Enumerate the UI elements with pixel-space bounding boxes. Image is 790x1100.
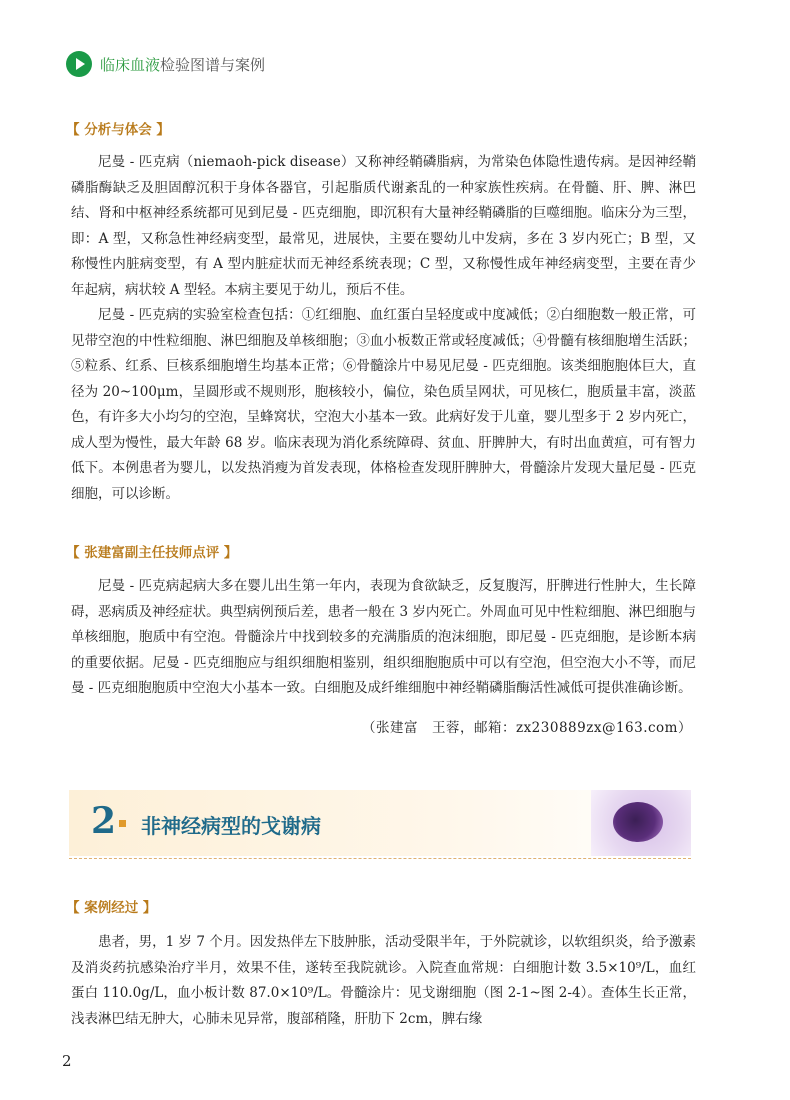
case-paragraph-1: 患者，男，1 岁 7 个月。因发热伴左下肢肿胀，活动受限半年，于外院就诊，以软组织炎，给予激素及消炎药抗感染治疗半月，效果不佳，遂转至我院就诊。入院查血常规：白细胞计数 3.5×10⁹/L，血红蛋白 110.0g/L，血小板计数 87.0×10⁹/L。骨髓涂片：见戈谢细胞（图 2-1~图 2-4）。查体生长正常，浅表淋巴结无肿大，心肺未见异常，腹部稍隆，肝肋下 2cm，脾右缘 — [71, 934, 696, 1027]
section-label-review: 【 张建富副主任技师点评 】 — [66, 545, 238, 561]
page-number: 2 — [62, 1052, 72, 1070]
book-title — [100, 54, 265, 75]
section-label-analysis: 【 分析与体会 】 — [66, 122, 170, 138]
analysis-text — [71, 150, 696, 507]
book-title-highlight: 临床血液 — [100, 55, 161, 74]
section-label-case: 【 案例经过 】 — [66, 900, 157, 916]
play-logo-icon — [66, 51, 92, 77]
chapter-number-dot — [119, 820, 126, 827]
cell-micrograph-image — [591, 790, 691, 856]
chapter-number: 2 — [91, 800, 117, 842]
analysis-paragraph-2: 尼曼 - 匹克病的实验室检查包括：①红细胞、血红蛋白呈轻度或中度减低；②白细胞数一般正常，可见带空泡的中性粒细胞、淋巴细胞及单核细胞；③血小板数正常或轻度减低；④骨髓有核细胞增生活跃；⑤粒系、红系、巨核系细胞增生均基本正常；⑥骨髓涂片中易见尼曼 - 匹克细胞。该类细胞胞体巨大，直径为 20~100μm，呈圆形或不规则形，胞核较小，偏位，染色质呈网状，可见核仁，胞质量丰富，淡蓝色，有许多大小均匀的空泡，呈蜂窝状，空泡大小基本一致。此病好发于儿童，婴儿型多于 2 岁内死亡，成人型为慢性，最大年龄 68 岁。临床表现为消化系统障碍、贫血、肝脾肿大，有时出血黄疸，可有智力低下。本例患者为婴儿，以发热消瘦为首发表现，体格检查发现肝脾肿大，骨髓涂片发现大量尼曼 - 匹克细胞，可以诊断。 — [71, 307, 696, 502]
chapter-title: 非神经病型的戈谢病 — [141, 814, 321, 838]
review-text — [71, 574, 696, 702]
running-header — [66, 50, 265, 78]
author-signature: （张建富 王蓉，邮箱：zx230889zx@163.com） — [361, 720, 692, 736]
chapter-banner — [69, 790, 691, 856]
case-text — [71, 930, 696, 1032]
chapter-divider — [69, 858, 691, 859]
review-paragraph-1: 尼曼 - 匹克病起病大多在婴儿出生第一年内，表现为食欲缺乏，反复腹泻，肝脾进行性肿大，生长障碍，恶病质及神经症状。典型病例预后差，患者一般在 3 岁内死亡。外周血可见中性粒细胞、淋巴细胞与单核细胞，胞质中有空泡。骨髓涂片中找到较多的充满脂质的泡沫细胞，即尼曼 - 匹克细胞，是诊断本病的重要依据。尼曼 - 匹克细胞应与组织细胞相鉴别，组织细胞胞质中可以有空泡，但空泡大小不等，而尼曼 - 匹克细胞胞质中空泡大小基本一致。白细胞及成纤维细胞中神经鞘磷脂酶活性减低可提供准确诊断。 — [71, 578, 696, 696]
book-title-rest: 检验图谱与案例 — [160, 55, 266, 74]
analysis-paragraph-1: 尼曼 - 匹克病（niemaoh-pick disease）又称神经鞘磷脂病，为常染色体隐性遗传病。是因神经鞘磷脂酶缺乏及胆固醇沉积于身体各器官，引起脂质代谢紊乱的一种家族性疾病。在骨髓、肝、脾、淋巴结、肾和中枢神经系统都可见到尼曼 - 匹克细胞，即沉积有大量神经鞘磷脂的巨噬细胞。临床分为三型，即：A 型，又称急性神经病变型，最常见，进展快，主要在婴幼儿中发病，多在 3 岁内死亡；B 型，又称慢性内脏病变型，有 A 型内脏症状而无神经系统表现；C 型，又称慢性成年神经病变型，主要在青少年起病，病状较 A 型轻。本病主要见于幼儿，预后不佳。 — [71, 154, 696, 298]
cell-nucleus — [613, 802, 663, 842]
